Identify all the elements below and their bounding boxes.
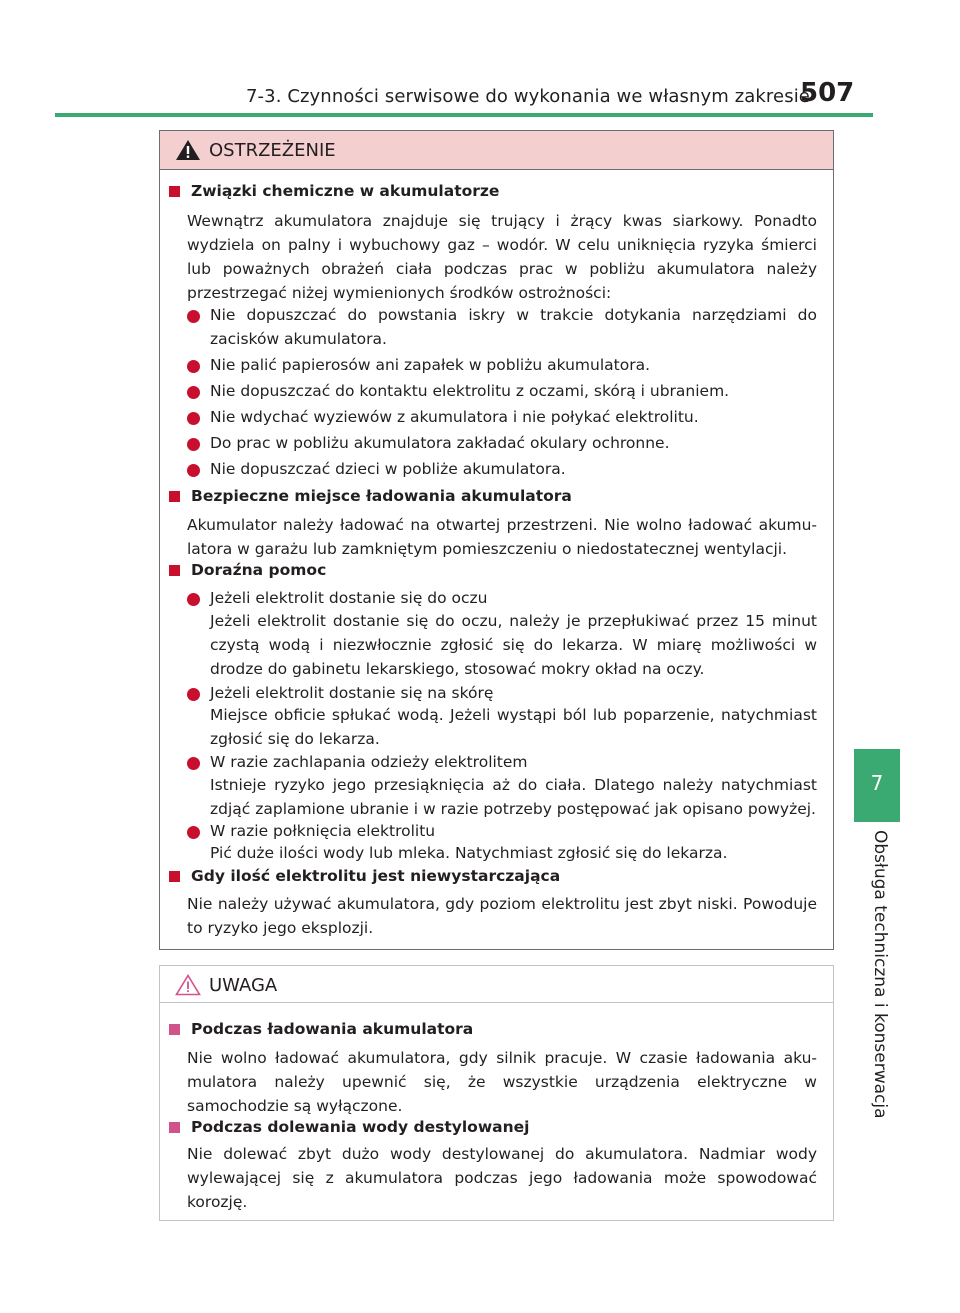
caution-triangle-icon xyxy=(175,974,201,996)
first-aid-heading: Jeżeli elektrolit dostanie się na skórę xyxy=(210,684,494,702)
note-header xyxy=(160,966,833,1003)
section-marker xyxy=(169,491,180,502)
page-number: 507 xyxy=(800,78,855,108)
section-marker xyxy=(169,1122,180,1133)
bullet-icon xyxy=(187,412,200,425)
first-aid-text: Istnieje ryzyko jego przesiąknięcia aż do ciała. Dlatego należy natychmiast zdjąć zaplamione ubranie i w razie potrzeby postępować jak opisano powyżej. xyxy=(210,776,817,818)
section-title: Podczas dolewania wody destylowanej xyxy=(191,1118,530,1136)
bullet-text: Do prac w pobliżu akumulatora zakładać okulary ochronne. xyxy=(210,434,670,452)
section-text: Wewnątrz akumulatora znajduje się trujący i żrący kwas siarkowy. Ponadto wydziela on palny i wybuchowy gaz – wodór. W celu uniknięcia ryzyka śmierci lub poważnych obrażeń ciała podczas prac w pobliżu akumulatora należy przestrzegać niżej wymienionych środków ostrożności: xyxy=(187,212,817,302)
note-heading: UWAGA xyxy=(209,975,278,996)
chapter-number: 7 xyxy=(870,771,884,795)
first-aid-heading: Jeżeli elektrolit dostanie się do oczu xyxy=(210,589,488,607)
bullet-icon xyxy=(187,688,200,701)
section-text: Akumulator należy ładować na otwartej przestrzeni. Nie wolno ładować akumu-latora w garażu lub zamkniętym pomieszczeniu o niedostatecznej wentylacji. xyxy=(187,516,817,558)
section-title: Związki chemiczne w akumulatorze xyxy=(191,182,500,200)
warning-box xyxy=(159,130,834,950)
section-title: Gdy ilość elektrolitu jest niewystarczająca xyxy=(191,867,561,885)
section-text: Nie wolno ładować akumulatora, gdy silnik pracuje. W czasie ładowania aku-mulatora należy upewnić się, że wszystkie urządzenia elektryczne w samochodzie są wyłączone. xyxy=(187,1049,817,1115)
section-header: 7-3. Czynności serwisowe do wykonania we własnym zakresie xyxy=(246,86,810,107)
bullet-text: Nie wdychać wyziewów z akumulatora i nie połykać elektrolitu. xyxy=(210,408,699,426)
warning-heading: OSTRZEŻENIE xyxy=(209,140,336,161)
note-box xyxy=(159,965,834,1221)
chapter-tab xyxy=(854,749,900,822)
chapter-label-text: Obsługa techniczna i konserwacja xyxy=(870,830,890,1119)
warning-header xyxy=(160,131,833,170)
bullet-icon xyxy=(187,826,200,839)
bullet-text: Nie palić papierosów ani zapałek w pobliżu akumulatora. xyxy=(210,356,651,374)
bullet-text: Nie dopuszczać do powstania iskry w trakcie dotykania narzędziami do zacisków akumulatora. xyxy=(210,306,817,348)
bullet-icon xyxy=(187,438,200,451)
bullet-icon xyxy=(187,386,200,399)
section-marker xyxy=(169,186,180,197)
chapter-label xyxy=(860,830,890,1119)
bullet-icon xyxy=(187,360,200,373)
section-marker xyxy=(169,565,180,576)
section-text: Nie należy używać akumulatora, gdy poziom elektrolitu jest zbyt niski. Powoduje to ryzyko jego eksplozji. xyxy=(187,895,817,937)
section-text: Nie dolewać zbyt dużo wody destylowanej do akumulatora. Nadmiar wody wylewającej się z akumulatora podczas jego ładowania może spowodować korozję. xyxy=(187,1145,817,1211)
first-aid-text: Miejsce obficie spłukać wodą. Jeżeli wystąpi ból lub poparzenie, natychmiast zgłosić się do lekarza. xyxy=(210,706,817,748)
warning-triangle-icon xyxy=(175,139,201,161)
bullet-icon xyxy=(187,593,200,606)
first-aid-heading: W razie połknięcia elektrolitu xyxy=(210,822,436,840)
section-title: Podczas ładowania akumulatora xyxy=(191,1020,474,1038)
section-marker xyxy=(169,871,180,882)
bullet-icon xyxy=(187,464,200,477)
bullet-text: Nie dopuszczać do kontaktu elektrolitu z oczami, skórą i ubraniem. xyxy=(210,382,730,400)
bullet-icon xyxy=(187,310,200,323)
first-aid-text: Pić duże ilości wody lub mleka. Natychmiast zgłosić się do lekarza. xyxy=(210,844,728,862)
bullet-text: Nie dopuszczać dzieci w pobliże akumulatora. xyxy=(210,460,566,478)
first-aid-heading: W razie zachlapania odzieży elektrolitem xyxy=(210,753,528,771)
header-rule xyxy=(55,113,873,117)
bullet-icon xyxy=(187,757,200,770)
section-marker xyxy=(169,1024,180,1035)
first-aid-text: Jeżeli elektrolit dostanie się do oczu, należy je przepłukiwać przez 15 minut czystą wodą i niezwłocznie zgłosić się do lekarza. W miarę możliwości w drodze do gabinetu lekarskiego, stosować mokry okład na oczy. xyxy=(210,612,817,678)
section-title: Doraźna pomoc xyxy=(191,561,327,579)
section-title: Bezpieczne miejsce ładowania akumulatora xyxy=(191,487,572,505)
